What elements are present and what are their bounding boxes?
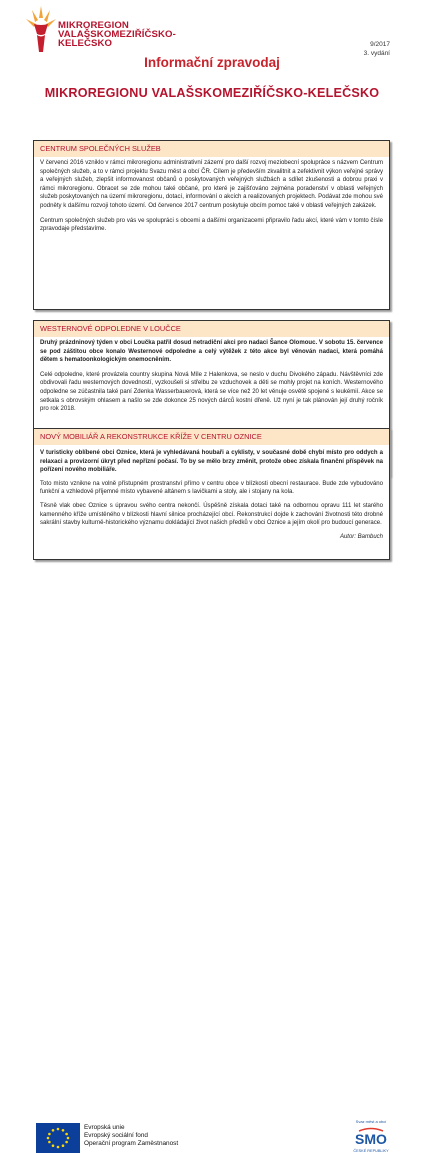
document-subtitle: MIKROREGIONU VALAŠSKOMEZIŘÍČSKO-KELEČSKO <box>44 86 380 100</box>
org-name-line2: VALAŠSKOMEZIŘÍČSKO- <box>58 29 176 40</box>
section-oznice-lead: V turisticky oblíbené obci Oznice, která je vyhledávaná houbaři a cyklisty, v současné době chybí místo pro oddych a relaxaci a provizorní úkryt před nepřízní počasí. To by se mělo brzy změnit, protože obec získala finanční příspěvek na pořízení nového mobiliáře. <box>40 450 383 474</box>
section-western-title: WESTERNOVÉ ODPOLEDNE V LOUČCE <box>34 321 389 337</box>
section-centrum-title: CENTRUM SPOLEČNÝCH SLUŽEB <box>34 141 389 157</box>
section-oznice <box>33 428 390 560</box>
section-oznice-body: Těsně vlak obec Oznice s úpravou svého centra nekončí. Úspěšně získala dotaci také na odbornou opravu 111 let starého kamenného kříže umístěného v blízkosti hlavní silnice procházející obcí. Rekonstrukcí dojde k zachování životnosti této drobné sakrální stavby kulturně-historického významu dokládající život našich předků v obci Oznice a jejím okolí pro budoucí generace. <box>40 502 383 527</box>
smo-subtitle: ČESKÉ REPUBLIKY <box>353 1149 389 1153</box>
eu-line: Evropská unie <box>84 1124 125 1131</box>
section-oznice-title: NOVÝ MOBILIÁŘ A REKONSTRUKCE KŘÍŽE V CENTRU OZNICE <box>34 429 389 445</box>
page-footer <box>0 558 424 1153</box>
eu-line: Operační program Zaměstnanost <box>84 1140 179 1148</box>
org-name <box>58 21 176 48</box>
eu-line: Evropský sociální fond <box>84 1132 148 1140</box>
issue-edition: 3. vydání <box>363 50 390 57</box>
org-name-line3: KELEČSKO <box>58 38 113 49</box>
mikroregion-logo-icon <box>22 2 60 60</box>
issue-number: 9/2017 <box>370 41 390 48</box>
org-name-line1: MIKROREGION <box>58 20 129 31</box>
smo-logo-text: SMO <box>355 1131 387 1147</box>
document-title: Informační zpravodaj <box>144 55 280 70</box>
section-western-lead: Druhý prázdninový týden v obci Loučka patřil dosud netradiční akci pro nadaci Šance Olomouc. V sobotu 15. července se pod záštitou obce konalo Westernové odpoledne a celý výtěžek z této akce byl věnován nadaci, která pomáhá dětem s hematoonkologickým onemocněním. <box>40 340 383 364</box>
section-centrum-paragraph: Centrum společných služeb pro vás ve spolupráci s obcemi a dalšími organizacemi připravilo řadu akcí, které vám v tomto čísle zpravodaje představíme. <box>40 217 383 233</box>
section-centrum <box>33 140 390 310</box>
eu-funding-text <box>84 1124 178 1149</box>
section-western-body: Celé odpoledne, které provázela country skupina Nová Míle z Halenkova, se neslo v duchu Divokého západu. Návštěvníci zde obdivovali řadu westernových dovedností, vyzkoušeli si střelbu ze vzduchovek a děti se mohly projet na koních. Westernového odpoledne se zúčastnila také paní Zdenka Wasserbauerová, která se více než 20 let věnuje osvětě spojené s leukémií. Akce se setkala s obrovským ohlasem a našlo se zde dokonce 25 nových dárců kostní dřeně. Už nyní je tak plánován její druhý ročník pro rok 2018. <box>40 371 383 413</box>
article-author: Autor: Bambuch <box>339 533 383 540</box>
eu-flag-icon <box>36 1123 80 1153</box>
section-oznice-body: Toto místo vznikne na volně přístupném prostranství přímo v centru obce v blízkosti obecní restaurace. Bude zde vybudováno funkční a vzhledově příjemné místo vybavené altánem s lavičkami a stoly, ale i stojany na kola. <box>40 480 383 496</box>
section-centrum-paragraph: V červenci 2016 vzniklo v rámci mikroregionu administrativní zázemí pro další rozvoj meziobecní spolupráce s názvem Centrum společných služeb, a to v rámci projektu Svazu měst a obcí ČR. Cílem je především zkvalitnit a zefektivnit výkon veřejné správy a veřejných služeb, zlepšit informovanost občanů o poskytovaných veřejných službách a sdílet zkušenosti a dobrou praxi v rámci mikroregionu. Obracet se zde mohou také občané, pro které je zajišťováno zejména poradenství v oblasti veřejných služeb poskytovaných na území mikroregionu, dotací, informování o akcích a realizovaných projektech. Podávat zde mohou své podněty k dalšímu rozvoji tohoto území. Od července 2017 centrum poskytuje obcím pomoc také v oblasti veřejných zakázek. <box>40 160 383 209</box>
smo-logo-icon <box>354 1127 388 1149</box>
smo-tagline: Svaz měst a obcí <box>355 1119 387 1124</box>
